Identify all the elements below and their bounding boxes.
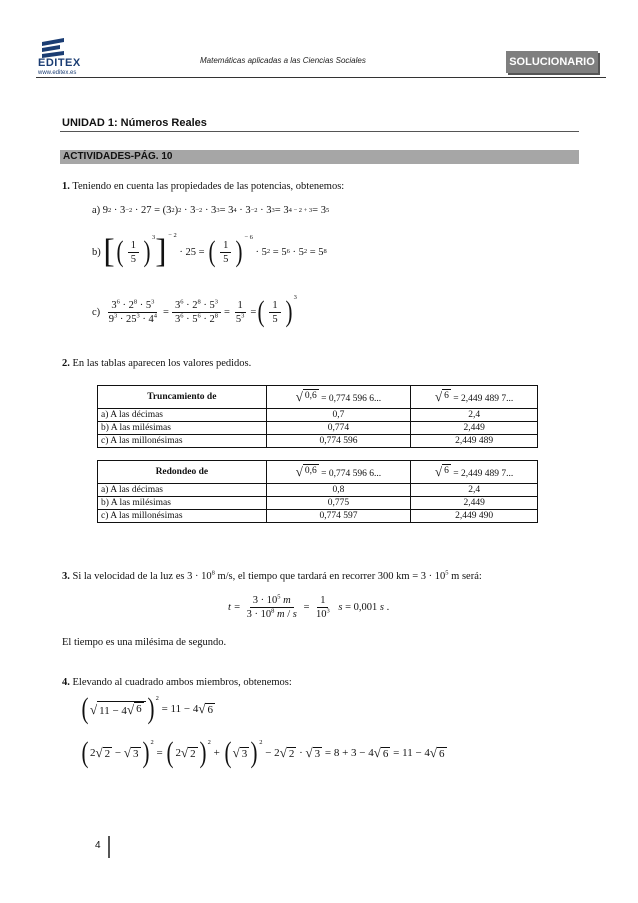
- solucionario-badge: SOLUCIONARIO: [506, 51, 598, 73]
- table-row: a) A las décimas 0,7 2,4: [98, 409, 538, 422]
- question-4-number: 4.: [62, 677, 70, 688]
- editex-logo-icon: [38, 36, 68, 58]
- question-3: 3. Si la velocidad de la luz es $3 \cdot 10^8$ m/s, el tiempo que tardará en recorrer 300 km = $3 \cdot 10^5$ m será:: [62, 569, 482, 582]
- table-row: c) A las millonésimas 0,774 596 2,449 489: [98, 435, 538, 448]
- q1-a-label: a): [92, 205, 101, 216]
- rounding-col-sqrt6: √ 6 = 2,449 489 7...: [411, 461, 538, 484]
- q4-line-1: ( √ 11 − 4 √ 6 ) $^2$ = 11 − 4 √ 6: [81, 692, 213, 725]
- table-row: b) A las milésimas 0,775 2,449: [98, 497, 538, 510]
- truncation-header: Truncamiento de: [98, 386, 267, 409]
- table-row: a) A las décimas 0,8 2,4: [98, 484, 538, 497]
- q3-formula: t = $\frac{3 \cdot 10^5 m}{3 \cdot 10^8 m / s}$ = $\frac{1}{10^3}$ s = 0,001 s .: [228, 593, 390, 620]
- section-title: ACTIVIDADES-PÁG. 10: [63, 151, 173, 162]
- question-1-number: 1.: [62, 181, 70, 192]
- header-divider: [36, 77, 606, 78]
- question-4: [62, 677, 292, 688]
- question-1: [62, 181, 344, 192]
- rounding-table: [97, 460, 538, 523]
- table-row: b) A las milésimas 0,774 2,449: [98, 422, 538, 435]
- question-1-text: Teniendo en cuenta las propiedades de las potencias, obtenemos:: [72, 181, 345, 192]
- q3-conclusion: El tiempo es una milésima de segundo.: [62, 637, 227, 648]
- rounding-header: Redondeo de: [98, 461, 267, 484]
- footer-divider: [108, 836, 110, 858]
- question-2: [62, 358, 251, 369]
- page-number: 4: [95, 840, 101, 851]
- question-3-number: 3.: [62, 571, 70, 582]
- q4-line-2: ( 2 √ 2 − √ 3 ) $^2$ = ( 2 √ 2 ) $^2$ + ( √ 3 ) $^2$ − 2 √ 2 · √ 3 = 8 + 3 − 4 √ 6 = 11 − 4 √ 6: [81, 736, 445, 769]
- truncation-table: [97, 385, 538, 448]
- q1-c-label: c): [92, 306, 101, 318]
- truncation-col-sqrt6: √ 6 = 2,449 489 7...: [411, 386, 538, 409]
- unit-divider: [60, 131, 579, 132]
- unit-title: UNIDAD 1: Números Reales: [62, 117, 207, 129]
- q1-part-a: a) 9 2 · 3 −2 · 27 = (3 2 ) 2 · 3 −2 · 3 3 = 3 4 · 3 −2 · 3 3 = 3 4 − 2 + 3 = 3 5: [92, 205, 330, 216]
- question-2-text: En las tablas aparecen los valores pedidos.: [72, 358, 252, 369]
- q1-b-label: b): [92, 246, 101, 258]
- logo-text: EDITEX: [38, 57, 81, 69]
- table-row: c) A las millonésimas 0,774 597 2,449 490: [98, 510, 538, 523]
- rounding-col-sqrt06: √ 0,6 = 0,774 596 6...: [266, 461, 411, 484]
- q1-part-c: c) $\frac{3^6 \cdot 2^8 \cdot 5^3}{9^3 \cdot 25^3 \cdot 4^4}$ = $\frac{3^6 \cdot 2^8 \cdot 5^3}{3^6 \cdot 5^6 \cdot 2^8}$ = $\frac{1}{5^3}$ = ( $\frac{1}{5}$ ) $^3$: [92, 294, 297, 328]
- q1-part-b: b) [ ( $\frac{1}{5}$ ) $^3$ ] $^{- 2}$ · 25 = ( $\frac{1}{5}$ ) $^{- 6}$ · 5 2 = 5 6 · 5 2 = 5 8: [92, 232, 327, 270]
- truncation-col-sqrt06: √ 0,6 = 0,774 596 6...: [266, 386, 411, 409]
- header-title: Matemáticas aplicadas a las Ciencias Sociales: [200, 56, 366, 65]
- question-4-text: Elevando al cuadrado ambos miembros, obtenemos:: [72, 677, 292, 688]
- logo-url: www.editex.es: [38, 70, 77, 76]
- question-2-number: 2.: [62, 358, 70, 369]
